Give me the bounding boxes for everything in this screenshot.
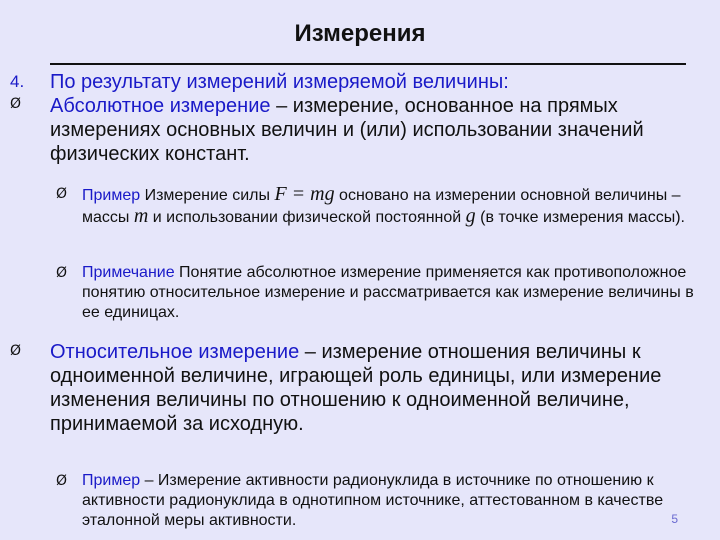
variable-g: g (465, 205, 476, 227)
note-absolute-measurement (82, 263, 714, 323)
absolute-measurement-definition (50, 94, 690, 166)
example-text-after: (в точке измерения массы). (475, 209, 685, 226)
relative-measurement-term: Относительное измерение (50, 341, 300, 363)
arrow-bullet-icon: Ø (56, 265, 68, 281)
example-term: Пример (82, 187, 141, 204)
slide-title: Измерения (294, 20, 426, 47)
variable-m: m (133, 205, 149, 227)
numbered-bullet: 4. (10, 72, 25, 91)
absolute-measurement-text: – измерение, основанное на прямых измерениях основных величин и (или) использовании значений физических констант. (50, 95, 644, 165)
example-text-before: Измерение силы (140, 187, 275, 204)
relative-measurement-text: – измерение отношения величины к одноименной величине, играющей роль единицы, или измерение изменения величины по отношению к одноименной величине, принимаемой за исходную. (50, 341, 662, 435)
intro-text: По результату измерений измеряемой величины: (50, 71, 509, 93)
formula-f-mg: F = mg (274, 183, 335, 205)
arrow-bullet-icon: Ø (56, 473, 68, 489)
note-term: Примечание (82, 264, 175, 281)
title-divider (50, 63, 686, 65)
arrow-bullet-icon: Ø (56, 186, 68, 202)
page-number: 5 (671, 512, 678, 526)
example-radionuclide-text: – Измерение активности радионуклида в источнике по отношению к активности радионуклида в однотипном источнике, аттестованном в качестве эталонной меры активности. (82, 472, 664, 529)
arrow-bullet-icon: Ø (10, 96, 22, 112)
example-text-middle2: и использовании физической постоянной (148, 209, 466, 226)
example-radionuclide (82, 471, 714, 531)
note-text: Понятие абсолютное измерение применяется как противоположное понятию относительное измерение и рассматривается как измерение величины в ее единицах. (82, 264, 694, 321)
example-text-middle: основано на измерении основной величины – массы (82, 187, 681, 226)
absolute-measurement-term: Абсолютное измерение (50, 95, 271, 117)
relative-measurement-definition (50, 340, 690, 436)
intro-line (50, 70, 690, 94)
example-term-2: Пример (82, 472, 141, 489)
arrow-bullet-icon: Ø (10, 343, 22, 359)
example-force (82, 184, 714, 228)
